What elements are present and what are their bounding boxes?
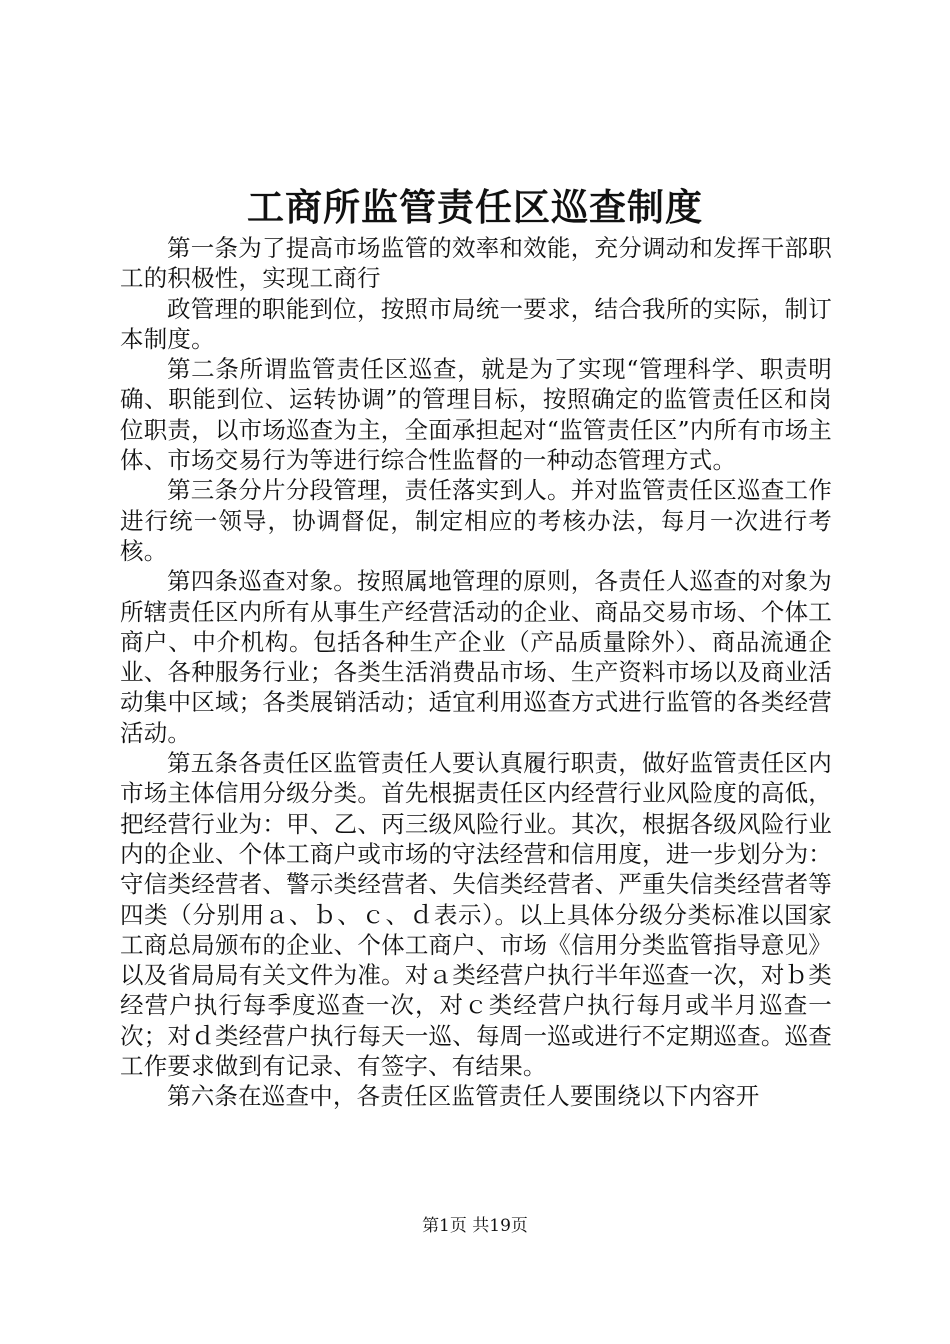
paragraph-article-3: 第三条分片分段管理，责任落实到人。并对监管责任区巡查工作进行统一领导，协调督促，制定相应的考核办法，每月一次进行考核。 bbox=[120, 476, 832, 565]
paragraph-article-6: 第六条在巡查中，各责任区监管责任人要围绕以下内容开 bbox=[167, 1082, 760, 1111]
document-title: 工商所监管责任区巡查制度 bbox=[247, 185, 703, 229]
paragraph-article-1: 第一条为了提高市场监管的效率和效能，充分调动和发挥干部职工的积极性，实现工商行 bbox=[120, 234, 832, 293]
paragraph-article-2: 第二条所谓监管责任区巡查，就是为了实现“管理科学、职责明确、职能到位、运转协调”的管理目标，按照确定的监管责任区和岗位职责，以市场巡查为主，全面承担起对“监管责任区”内所有市场主体、市场交易行为等进行综合性监督的一种动态管理方式。 bbox=[120, 355, 832, 475]
page-number-footer: 第1页 共19页 bbox=[422, 1216, 528, 1236]
paragraph-article-5: 第五条各责任区监管责任人要认真履行职责，做好监管责任区内市场主体信用分级分类。首先根据责任区内经营行业风险度的高低，把经营行业为：甲、乙、丙三级风险行业。其次，根据各级风险行业内的企业、个体工商户或市场的守法经营和信用度，进一步划分为：守信类经营者、警示类经营者、失信类经营者、严重失信类经营者等四类（分别用ａ、ｂ、ｃ、ｄ表示）。以上具体分级分类标准以国家工商总局颁布的企业、个体工商户、市场《信用分类监管指导意见》以及省局局有关文件为准。对ａ类经营户执行半年巡查一次，对ｂ类经营户执行每季度巡查一次，对ｃ类经营户执行每月或半月巡查一次；对ｄ类经营户执行每天一巡、每周一巡或进行不定期巡查。巡查工作要求做到有记录、有签字、有结果。 bbox=[120, 749, 832, 1081]
document-body bbox=[120, 233, 832, 1112]
paragraph-article-1-continued: 政管理的职能到位，按照市局统一要求，结合我所的实际，制订本制度。 bbox=[120, 294, 832, 353]
paragraph-article-4: 第四条巡查对象。按照属地管理的原则，各责任人巡查的对象为所辖责任区内所有从事生产经营活动的企业、商品交易市场、个体工商户、中介机构。包括各种生产企业（产品质量除外）、商品流通企业、各种服务行业；各类生活消费品市场、生产资料市场以及商业活动集中区域；各类展销活动；适宜利用巡查方式进行监管的各类经营活动。 bbox=[120, 567, 832, 747]
